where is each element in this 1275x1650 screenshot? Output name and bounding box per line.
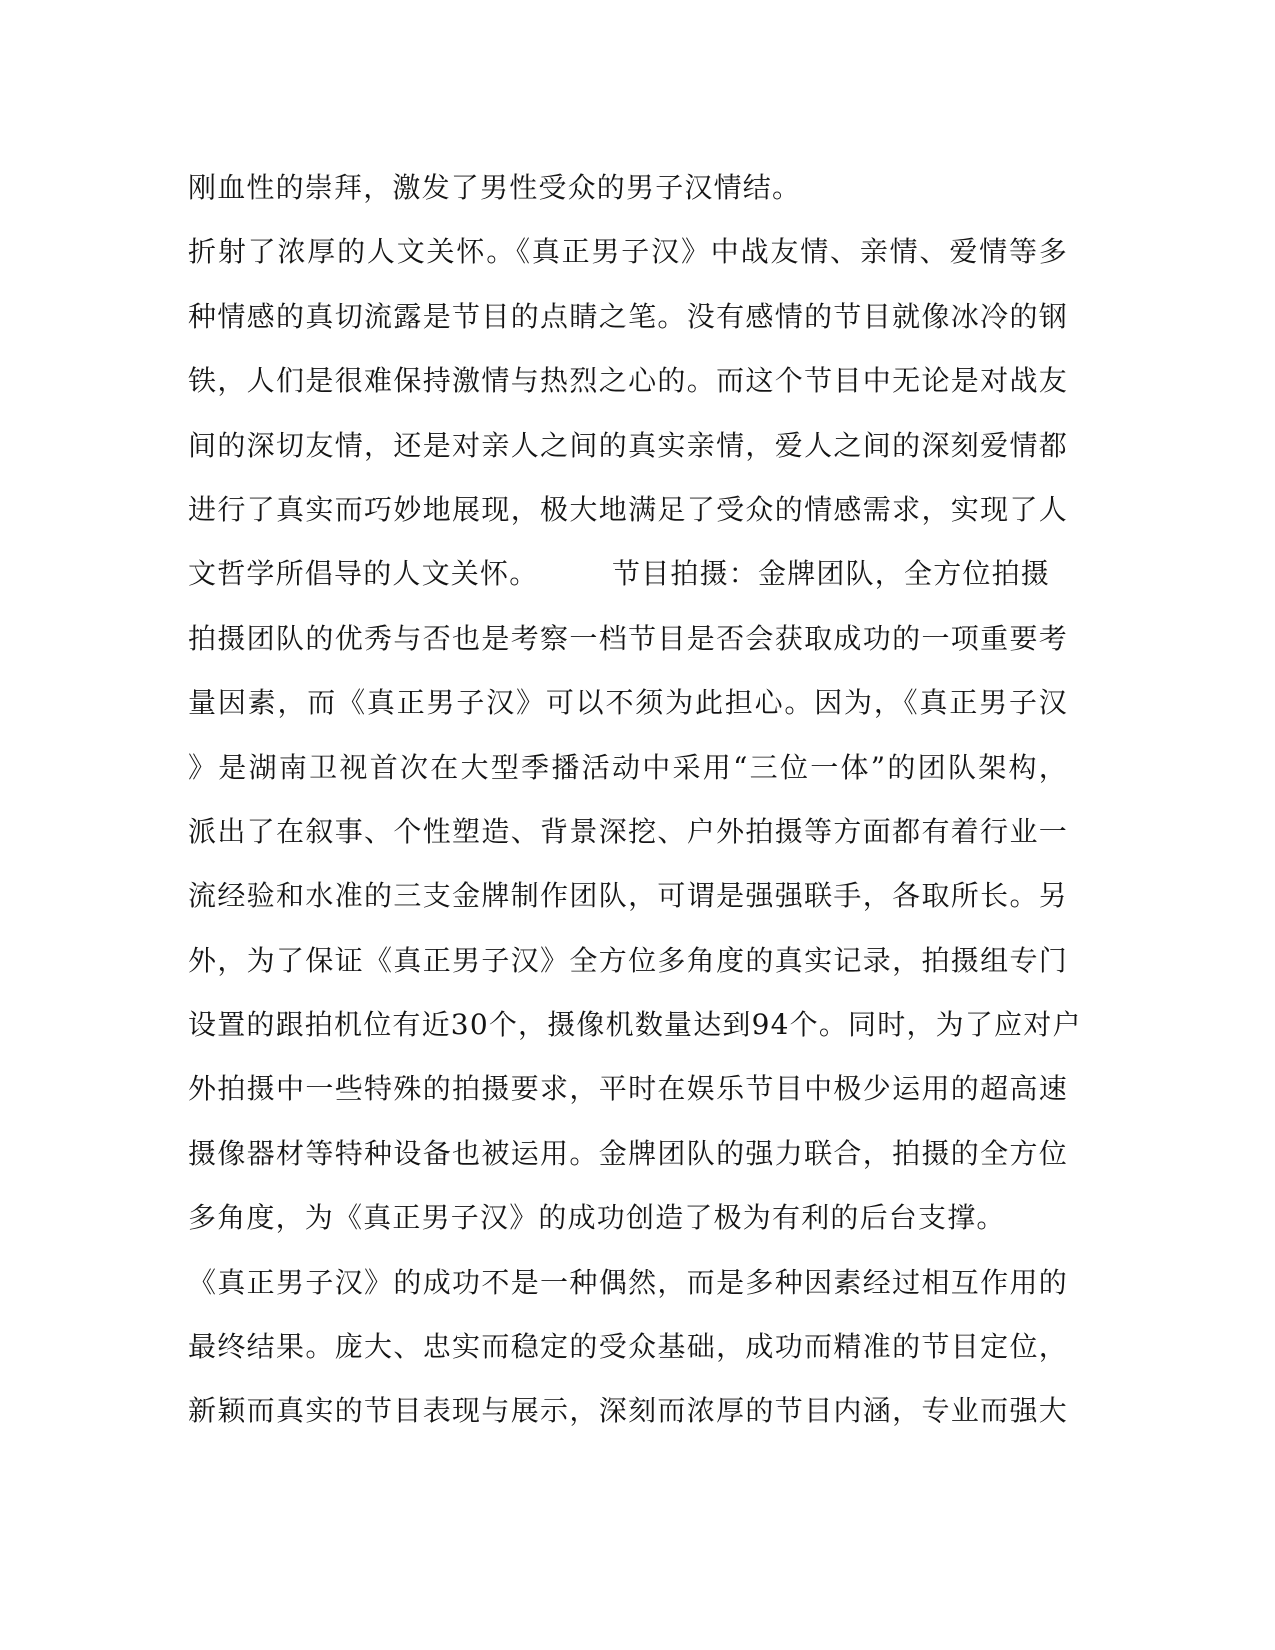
- text-line: 间的深切友情，还是对亲人之间的真实亲情，爱人之间的深刻爱情都: [188, 428, 1068, 462]
- body-text: [188, 156, 1082, 1444]
- text-line: 拍摄团队的优秀与否也是考察一档节目是否会获取成功的一项重要考: [188, 621, 1068, 655]
- text-line: 文哲学所倡导的人文关怀。 节目拍摄：金牌团队，全方位拍摄: [188, 557, 1051, 591]
- text-line: 多角度，为《真正男子汉》的成功创造了极为有利的后台支撑。: [188, 1201, 1006, 1235]
- text-line: 派出了在叙事、个性塑造、背景深挖、户外拍摄等方面都有着行业一: [188, 814, 1068, 848]
- text-line: 铁，人们是很难保持激情与热烈之心的。而这个节目中无论是对战友: [188, 364, 1068, 398]
- text-line: 外拍摄中一些特殊的拍摄要求，平时在娱乐节目中极少运用的超高速: [188, 1072, 1068, 1106]
- text-line: 折射了浓厚的人文关怀。《真正男子汉》中战友情、亲情、爱情等多: [188, 235, 1068, 269]
- text-line: 摄像器材等特种设备也被运用。金牌团队的强力联合，拍摄的全方位: [188, 1136, 1068, 1170]
- text-line: 》是湖南卫视首次在大型季播活动中采用“三位一体”的团队架构，: [188, 750, 1068, 784]
- text-line: 量因素，而《真正男子汉》可以不须为此担心。因为，《真正男子汉: [188, 686, 1068, 720]
- text-line: 进行了真实而巧妙地展现，极大地满足了受众的情感需求，实现了人: [188, 492, 1068, 526]
- text-line: 刚血性的崇拜，激发了男性受众的男子汉情结。: [188, 171, 802, 204]
- text-line: 《真正男子汉》的成功不是一种偶然，而是多种因素经过相互作用的: [188, 1265, 1068, 1299]
- text-line: 种情感的真切流露是节目的点睛之笔。没有感情的节目就像冰冷的钢: [188, 299, 1068, 333]
- text-line: 新颖而真实的节目表现与展示，深刻而浓厚的节目内涵，专业而强大: [188, 1394, 1068, 1428]
- text-line: 外，为了保证《真正男子汉》全方位多角度的真实记录，拍摄组专门: [188, 943, 1068, 977]
- text-line: 设置的跟拍机位有近30个，摄像机数量达到94个。同时，为了应对户: [188, 1008, 1082, 1042]
- text-line: 最终结果。庞大、忠实而稳定的受众基础，成功而精准的节目定位，: [188, 1330, 1068, 1364]
- text-line: 流经验和水准的三支金牌制作团队，可谓是强强联手，各取所长。另: [188, 879, 1068, 913]
